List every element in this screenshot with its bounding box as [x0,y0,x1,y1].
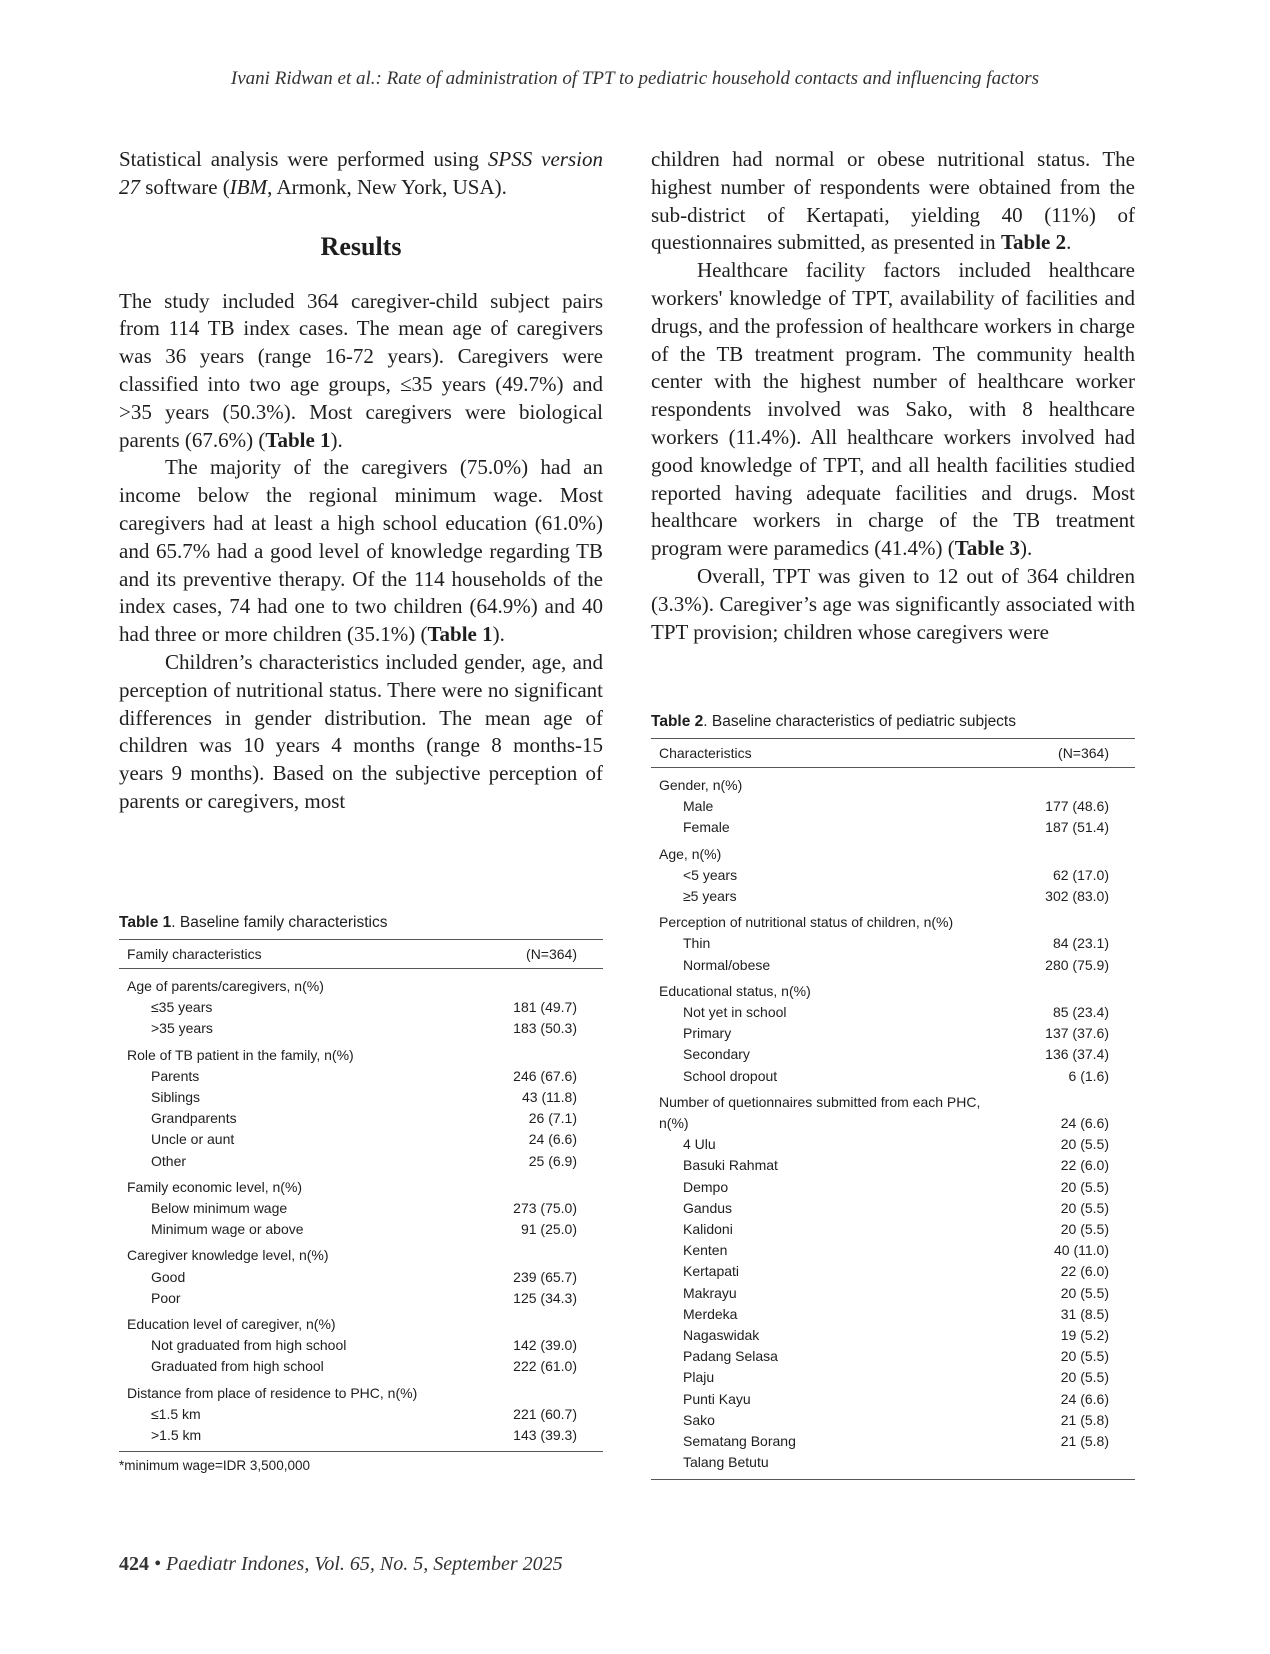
table-1-caption [119,914,603,932]
row-value: 22 (6.0) [1060,1263,1109,1280]
row-label: Kenten [683,1242,728,1259]
row-value: 20 (5.5) [1060,1199,1109,1216]
row-value: 31 (8.5) [1060,1305,1109,1322]
row-label: Sematang Borang [683,1433,796,1450]
row-value: 26 (7.1) [528,1110,577,1127]
table-1-grid [119,939,603,1452]
row-label: Graduated from high school [151,1358,324,1375]
column-header: Characteristics [651,739,1026,768]
row-label: Number of quetionnaires submitted from each PHC, [659,1093,981,1110]
table-2 [651,713,1135,1480]
table-row [651,1325,1135,1346]
row-value: 91 (25.0) [520,1221,577,1238]
right-column [651,146,1135,646]
paragraph-text: The study included 364 caregiver-child subject pairs from 114 TB index cases. The mean age of caregivers was 36 years (range 16-72 years). Caregivers were classified into two age groups, ≤35 years (49.7%) and >35 years (50.3%). Most caregivers were biological parents (67.6%) ( [119,288,603,452]
row-label: Role of TB patient in the family, n(%) [127,1046,354,1063]
table-row [119,1356,603,1377]
table-group-row [651,768,1135,797]
table-2-grid [651,738,1135,1480]
table-group-row [651,839,1135,865]
table-row [119,1425,603,1452]
row-label: Parents [151,1067,200,1084]
table-row [651,1261,1135,1282]
table-reference: Table 3 [954,536,1020,561]
row-value: 187 (51.4) [1045,819,1109,836]
table-row [119,1198,603,1219]
table-row [119,1267,603,1288]
table-reference: Table 1 [265,427,331,452]
row-value [1026,1452,1135,1479]
row-value: 24 (6.6) [528,1131,577,1148]
row-value: 246 (67.6) [513,1067,577,1084]
row-value [486,1040,603,1066]
row-label: Basuki Rahmat [683,1157,778,1174]
row-label: Below minimum wage [151,1200,288,1217]
row-value: 273 (75.0) [513,1200,577,1217]
row-label: ≤1.5 km [151,1405,201,1422]
row-label: Minimum wage or above [151,1221,304,1238]
row-label: Kalidoni [683,1221,733,1238]
row-label: <5 years [683,866,738,883]
table-reference: Table 2 [1000,230,1067,255]
table-group-row [119,1240,603,1266]
row-label: ≥5 years [683,888,737,905]
row-value [486,1172,603,1198]
row-value: 20 (5.5) [1060,1284,1109,1301]
row-value: 25 (6.9) [528,1152,577,1169]
table-group-row [651,1087,1135,1113]
row-label: Merdeka [683,1305,738,1322]
results-paragraph-1 [119,288,603,455]
row-label: Other [151,1152,187,1169]
paragraph-text: . [1066,230,1072,255]
stats-text: , Armonk, New York, USA). [267,174,507,199]
row-value: 222 (61.0) [513,1358,577,1375]
table-reference: Table 1 [427,622,493,647]
table-group-row [119,1378,603,1404]
table-row [651,1066,1135,1087]
row-label: Age, n(%) [659,845,722,862]
row-value: 136 (37.4) [1045,1046,1109,1063]
table-row [651,1219,1135,1240]
table-row [651,1389,1135,1410]
table-2-caption [651,713,1135,731]
table-title: . Baseline family characteristics [171,914,388,931]
table-row [651,1155,1135,1176]
row-value: 6 (1.6) [1068,1067,1109,1084]
table-footnote: *minimum wage=IDR 3,500,000 [119,1458,310,1474]
column-header: Family characteristics [119,940,486,969]
paragraph-text: The majority of the caregivers (75.0%) had an income below the regional minimum wage. Most caregivers had at least a high school education (61.0%) and 65.7% had a good level of knowledge regarding TB and its preventive therapy. Of the 114 households of the index cases, 74 had one to two children (64.9%) and 40 had three or more children (35.1%) ( [119,455,603,647]
table-1 [119,914,603,1473]
row-label: Sako [683,1411,715,1428]
row-value [1026,1087,1135,1113]
row-label: Female [683,819,730,836]
table-row [119,1404,603,1425]
results-paragraph-4 [651,146,1135,257]
row-value [1026,976,1135,1002]
table-row [651,1431,1135,1452]
table-row [119,1087,603,1108]
row-label: Kertapati [683,1263,740,1280]
table-group-row [119,1040,603,1066]
column-header: (N=364) [1026,739,1135,768]
table-row [119,1066,603,1087]
table-row [651,1002,1135,1023]
table-row [119,997,603,1018]
row-value: 24 (6.6) [1060,1390,1109,1407]
row-label: Dempo [683,1178,729,1195]
row-value: 19 (5.2) [1060,1327,1109,1344]
table-row [651,1113,1135,1134]
row-label: Padang Selasa [683,1348,778,1365]
row-label: Educational status, n(%) [659,982,811,999]
row-label: Gender, n(%) [659,777,743,793]
row-value: 20 (5.5) [1060,1348,1109,1365]
row-value: 62 (17.0) [1052,866,1109,883]
row-label: Grandparents [151,1110,237,1127]
row-label: Age of parents/caregivers, n(%) [127,978,324,994]
row-label: Male [683,798,714,815]
table-group-row [119,969,603,998]
row-label: Family economic level, n(%) [127,1178,303,1195]
column-header: (N=364) [486,940,603,969]
row-label: Perception of nutritional status of children, n(%) [659,914,954,931]
row-value: 177 (48.6) [1045,798,1109,815]
left-column [119,146,603,816]
row-value: 20 (5.5) [1060,1136,1109,1153]
stats-paragraph [119,146,603,202]
separator: • [149,1553,167,1575]
table-row [651,1452,1135,1479]
table-row [651,1023,1135,1044]
table-row [651,1410,1135,1431]
row-label: Poor [151,1289,181,1306]
software-name: SPSS version 27 [119,147,603,199]
results-paragraph-3: Children’s characteristics included gender, age, and perception of nutritional status. There were no significant differences in gender distribution. The mean age of children was 10 years 4 months (range 8 months-15 years 9 months). Based on the subjective perception of parents or caregivers, most [119,649,603,813]
row-value [1026,839,1135,865]
table-row [651,817,1135,838]
row-value [486,1309,603,1335]
table-row [119,1288,603,1309]
row-value [486,1378,603,1404]
row-label: 4 Ulu [683,1136,716,1153]
results-paragraph-2 [119,454,603,649]
row-label: Nagaswidak [683,1327,760,1344]
running-header: Ivani Ridwan et al.: Rate of administration of TPT to pediatric household contacts and influencing factors [230,68,1040,89]
row-label: Plaju [683,1369,715,1386]
table-row [119,1335,603,1356]
table-row [651,1134,1135,1155]
paragraph-text: Healthcare facility factors included healthcare workers' knowledge of TPT, availability of facilities and drugs, and the profession of healthcare workers in charge of the TB treatment program. The community health center with the highest number of healthcare worker respondents involved was Sako, with 8 healthcare workers (11.4%). All healthcare workers involved had good knowledge of TPT, and all health facilities studied reported having adequate facilities and drugs. Most healthcare workers in charge of the TB treatment program were paramedics (41.4%) ( [651,258,1135,561]
row-value: 24 (6.6) [1060,1115,1109,1132]
row-value: 20 (5.5) [1060,1369,1109,1386]
row-label: Good [151,1268,186,1285]
row-label: Caregiver knowledge level, n(%) [127,1247,329,1264]
row-label: Distance from place of residence to PHC, n(%) [127,1384,418,1401]
row-value: 22 (6.0) [1060,1157,1109,1174]
company-name: IBM [229,174,268,199]
table-label: Table 2 [651,713,704,730]
row-value: 20 (5.5) [1060,1221,1109,1238]
row-value: 125 (34.3) [513,1289,577,1306]
row-value [486,1240,603,1266]
row-value: 181 (49.7) [513,999,577,1016]
row-label: Education level of caregiver, n(%) [127,1316,336,1333]
row-value [1026,768,1135,797]
row-label: Thin [683,935,711,952]
row-label: Punti Kayu [683,1390,751,1407]
row-label: Not yet in school [683,1004,787,1021]
row-label: School dropout [683,1067,778,1084]
row-value: 221 (60.7) [513,1405,577,1422]
row-value: 21 (5.8) [1060,1433,1109,1450]
results-heading: Results [320,231,402,261]
table-group-row [119,1172,603,1198]
table-row [651,1283,1135,1304]
table-row [651,933,1135,954]
table-row [651,1346,1135,1367]
row-value: 40 (11.0) [1054,1242,1109,1259]
stats-text: software ( [140,174,230,199]
row-value: 239 (65.7) [513,1268,577,1285]
row-value [1026,907,1135,933]
table-row [651,1044,1135,1065]
row-value: 280 (75.9) [1045,956,1109,973]
table-row [651,886,1135,907]
table-row [651,1367,1135,1388]
row-label: Primary [683,1025,732,1042]
journal-citation: Paediatr Indones, Vol. 65, No. 5, September 2025 [166,1553,563,1575]
row-label: Siblings [151,1089,201,1106]
table-row [651,1177,1135,1198]
row-label: Gandus [683,1199,733,1216]
row-value: 143 (39.3) [513,1427,577,1444]
row-value: 142 (39.0) [513,1337,577,1354]
table-row [119,1151,603,1172]
row-value: 183 (50.3) [513,1020,577,1037]
table-row [119,1108,603,1129]
table-header-row [119,940,603,969]
row-label: Secondary [683,1046,750,1063]
stats-text: Statistical analysis were performed using [119,147,488,171]
row-value: 20 (5.5) [1060,1178,1109,1195]
table-row [651,1240,1135,1261]
row-value: 85 (23.4) [1052,1004,1109,1021]
table-group-row [651,907,1135,933]
page-number: 424 [119,1553,149,1575]
row-value: 137 (37.6) [1045,1025,1109,1042]
table-row [119,1018,603,1039]
paragraph-text: ). [330,427,343,452]
paragraph-text: children had normal or obese nutritional status. The highest number of respondents were obtained from the sub-district of Kertapati, yielding 40 (11%) of questionnaires submitted, as presented in [651,147,1135,255]
row-value: 84 (23.1) [1052,935,1109,952]
results-paragraph-6: Overall, TPT was given to 12 out of 364 children (3.3%). Caregiver’s age was significantly associated with TPT provision; children whose caregivers were [651,563,1135,644]
row-label: Not graduated from high school [151,1337,347,1354]
results-paragraph-5 [651,257,1135,563]
table-row [119,1129,603,1150]
row-label: >35 years [151,1020,213,1037]
table-row [651,955,1135,976]
row-value: 21 (5.8) [1060,1411,1109,1428]
row-value [486,969,603,998]
table-row [651,865,1135,886]
table-1-body [119,969,603,1452]
row-label: Talang Betutu [683,1454,769,1471]
table-row [651,796,1135,817]
table-row [651,1198,1135,1219]
paragraph-text: ). [1019,536,1033,561]
table-header-row [651,739,1135,768]
table-title: . Baseline characteristics of pediatric subjects [703,713,1016,730]
table-label: Table 1 [119,914,172,931]
row-label: Makrayu [683,1284,737,1301]
row-label: n(%) [659,1115,689,1132]
row-label: ≤35 years [151,999,213,1016]
page-footer [119,1553,563,1576]
table-2-body [651,768,1135,1480]
table-row [119,1219,603,1240]
row-value: 43 (11.8) [522,1089,577,1106]
row-value: 302 (83.0) [1045,888,1109,905]
table-group-row [651,976,1135,1002]
row-label: Normal/obese [683,956,771,973]
row-label: Uncle or aunt [151,1131,235,1148]
table-row [651,1304,1135,1325]
paragraph-text: ). [492,622,505,647]
table-group-row [119,1309,603,1335]
row-label: >1.5 km [151,1427,202,1444]
